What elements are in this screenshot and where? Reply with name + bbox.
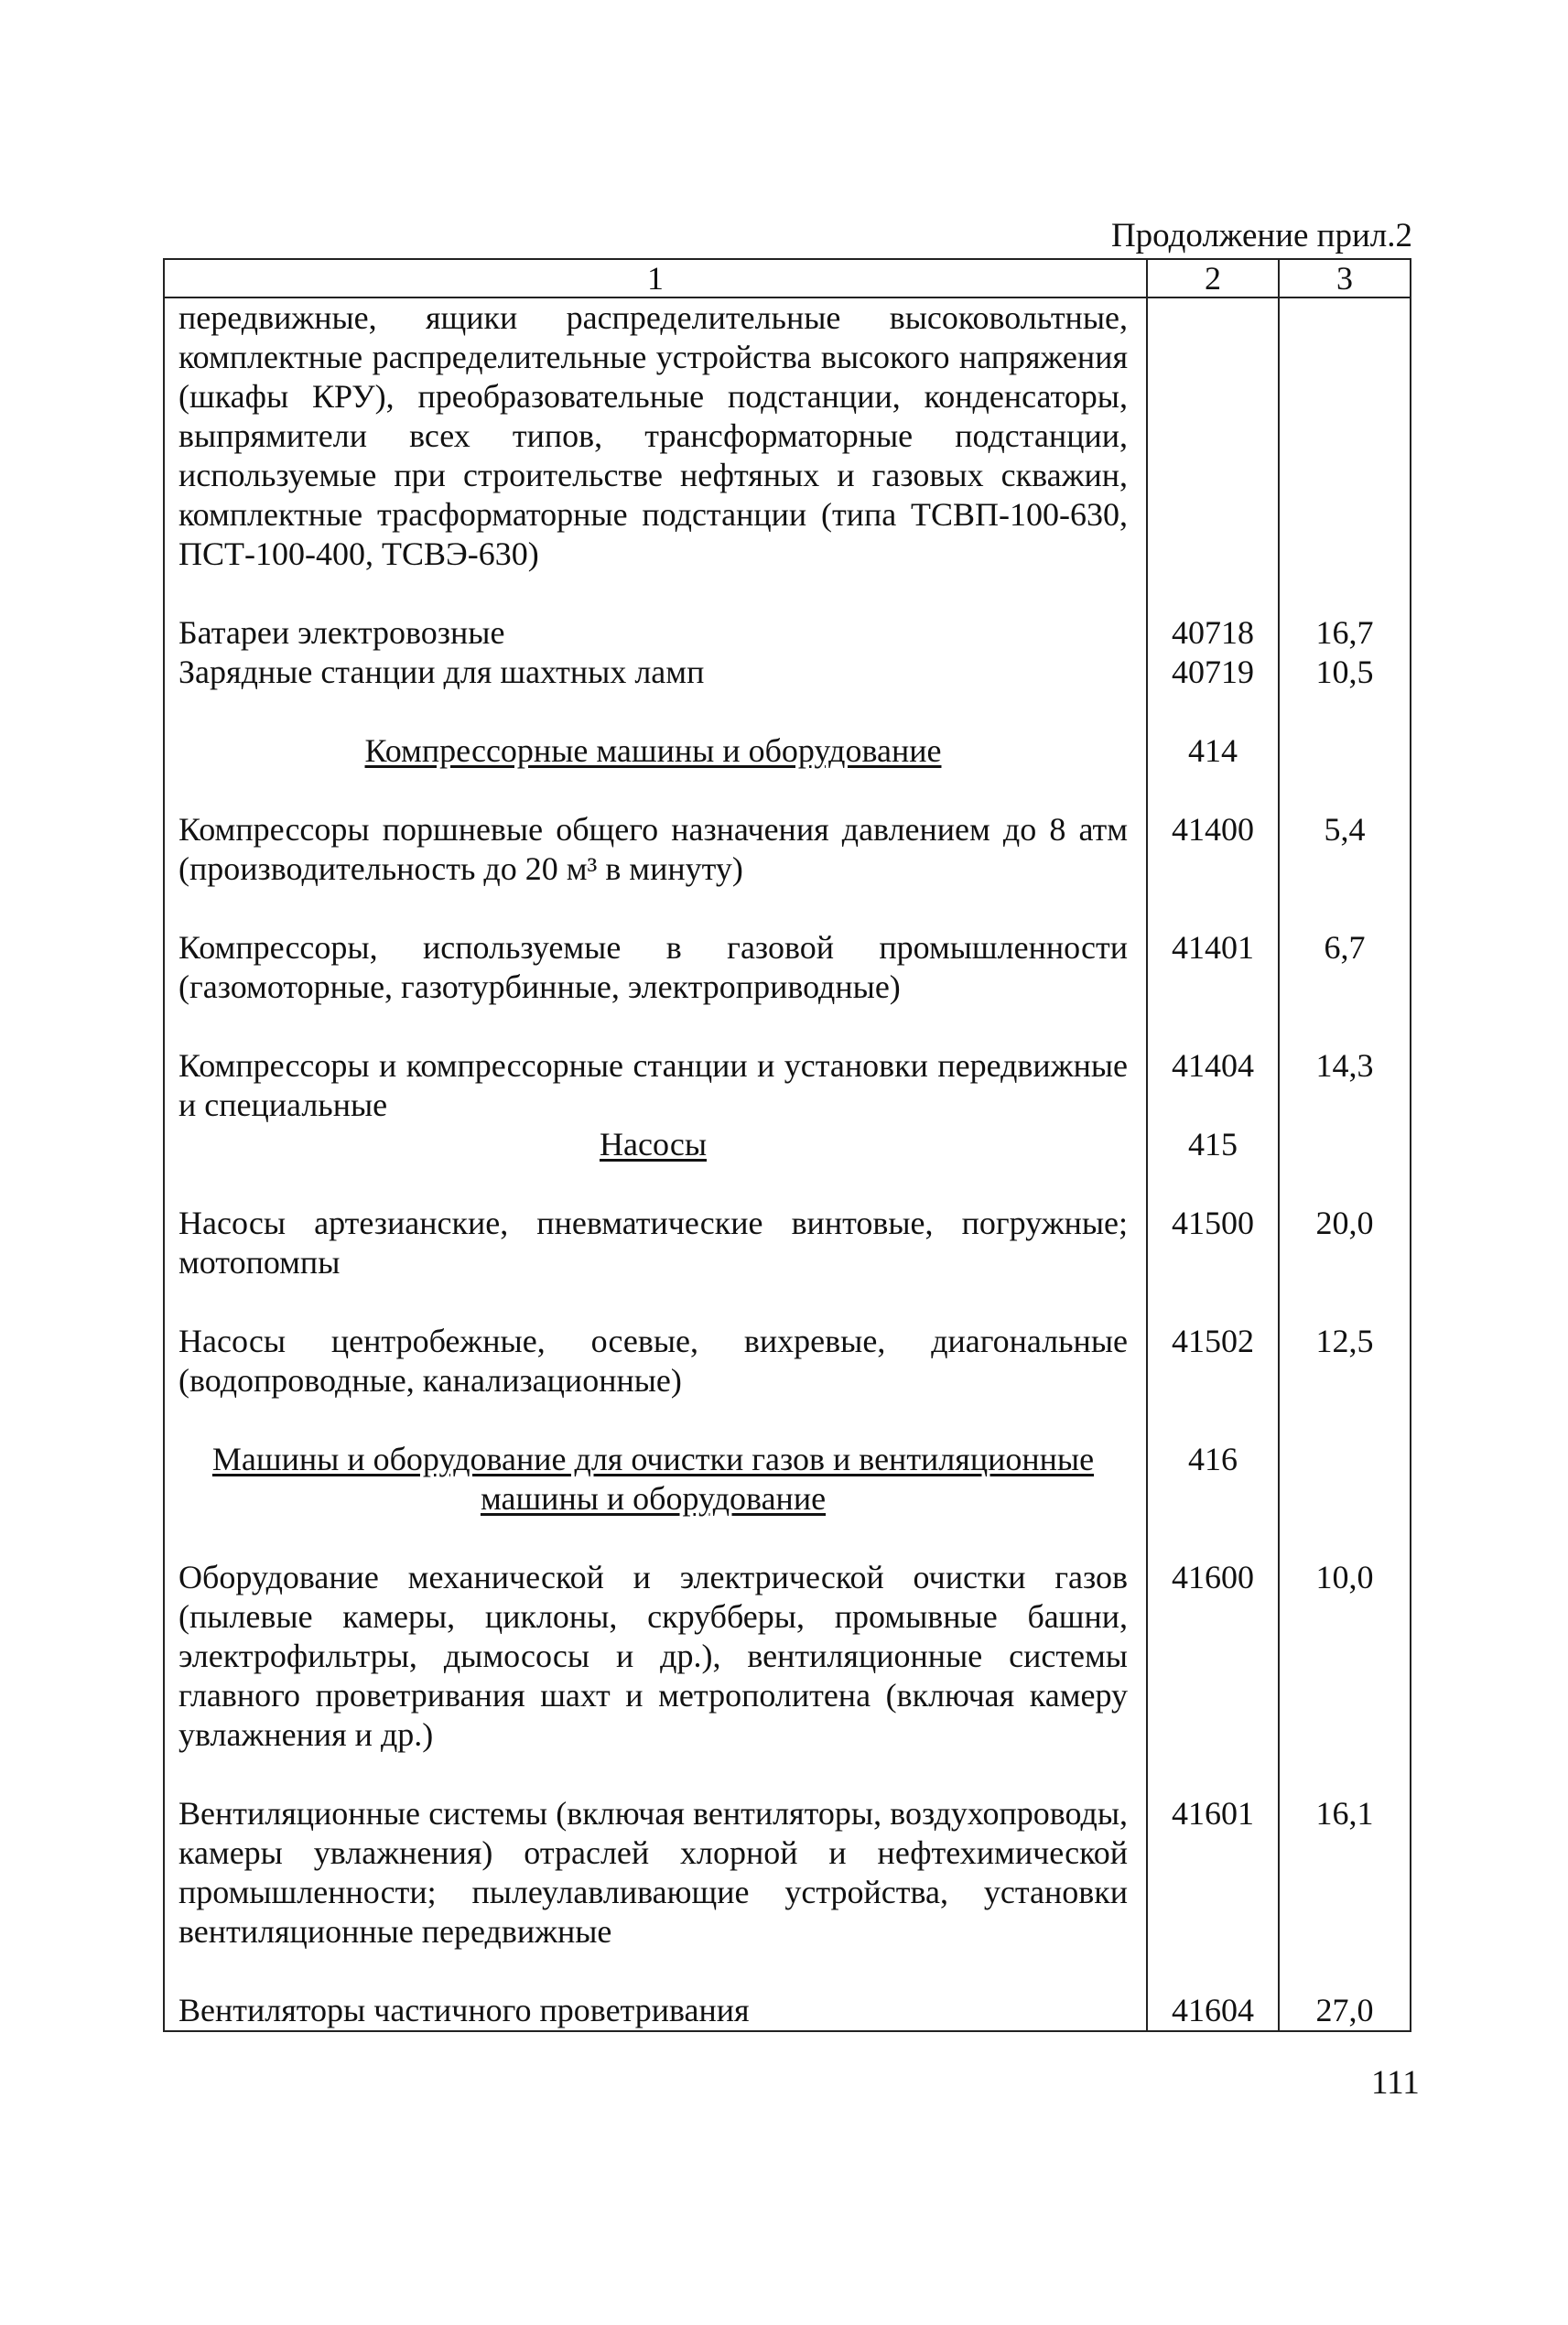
column-header-2: 2 [1147, 259, 1279, 297]
table-row-section-heading [164, 1400, 1411, 1519]
table-row [164, 1164, 1411, 1282]
row-rate: 12,5 [1279, 1282, 1411, 1400]
row-description: Оборудование механической и электрической очистки газов (пылевые камеры, циклоны, скрубберы, промывные башни, электрофильтры, дымососы и др.), вентиляционные системы главного проветривания шахт и метрополитена (включая камеру увлажнения и др.) [164, 1519, 1147, 1755]
table-row [164, 653, 1411, 692]
table-row [164, 1755, 1411, 1952]
section-heading: Машины и оборудование для очистки газов и вентиляционные машины и оборудование [164, 1400, 1147, 1519]
row-description: Батареи электровозные [164, 574, 1147, 653]
row-description: Компрессоры и компрессорные станции и установки передвижные и специальные [164, 1007, 1147, 1125]
row-description: Вентиляторы частичного проветривания [164, 1952, 1147, 2031]
row-rate: 10,5 [1279, 653, 1411, 692]
row-rate [1279, 692, 1411, 771]
row-description: Компрессоры поршневые общего назначения давлением до 8 атм (производительность до 20 м³ в минуту) [164, 771, 1147, 889]
row-code: 41502 [1147, 1282, 1279, 1400]
section-heading: Насосы [164, 1125, 1147, 1164]
table-row [164, 771, 1411, 889]
row-code [1147, 297, 1279, 574]
row-rate [1279, 1125, 1411, 1164]
row-code: 41404 [1147, 1007, 1279, 1125]
row-code: 40718 [1147, 574, 1279, 653]
row-rate [1279, 297, 1411, 574]
row-rate: 16,1 [1279, 1755, 1411, 1952]
row-code: 416 [1147, 1400, 1279, 1519]
table-row [164, 889, 1411, 1007]
row-rate: 10,0 [1279, 1519, 1411, 1755]
row-code: 41600 [1147, 1519, 1279, 1755]
row-rate: 27,0 [1279, 1952, 1411, 2031]
row-description: Компрессоры, используемые в газовой промышленности (газомоторные, газотурбинные, электроприводные) [164, 889, 1147, 1007]
row-description: передвижные, ящики распределительные высоковольтные, комплектные распределительные устройства высокого напряжения (шкафы КРУ), преобразовательные подстанции, конденсаторы, выпрямители всех типов, трансформаторные подстанции, используемые при строительстве нефтяных и газовых скважин, комплектные трасформаторные подстанции (типа ТСВП-100-630, ПСТ-100-400, ТСВЭ-630) [164, 297, 1147, 574]
table-row-section-heading [164, 1125, 1411, 1164]
row-description: Насосы артезианские, пневматические винтовые, погружные; мотопомпы [164, 1164, 1147, 1282]
row-code: 41604 [1147, 1952, 1279, 2031]
page-number: 111 [1371, 2064, 1420, 2102]
row-description: Насосы центробежные, осевые, вихревые, диагональные (водопроводные, канализационные) [164, 1282, 1147, 1400]
depreciation-table [163, 258, 1411, 2032]
row-code: 41400 [1147, 771, 1279, 889]
table-header-row [164, 259, 1411, 297]
row-rate [1279, 1400, 1411, 1519]
row-code: 41601 [1147, 1755, 1279, 1952]
row-description: Вентиляционные системы (включая вентиляторы, воздухопроводы, камеры увлажнения) отраслей хлорной и нефтехимической промышленности; пылеулавливающие устройства, установки вентиляционные передвижные [164, 1755, 1147, 1952]
column-header-1: 1 [164, 259, 1147, 297]
table-row [164, 1282, 1411, 1400]
row-code: 414 [1147, 692, 1279, 771]
table-row [164, 1519, 1411, 1755]
row-rate: 16,7 [1279, 574, 1411, 653]
row-code: 41500 [1147, 1164, 1279, 1282]
row-code: 40719 [1147, 653, 1279, 692]
table-row [164, 574, 1411, 653]
row-rate: 20,0 [1279, 1164, 1411, 1282]
table-row [164, 297, 1411, 574]
table-row [164, 1007, 1411, 1125]
row-rate: 6,7 [1279, 889, 1411, 1007]
continuation-caption: Продолжение прил.2 [1110, 217, 1412, 254]
table-row [164, 1952, 1411, 2031]
section-heading: Компрессорные машины и оборудование [164, 692, 1147, 771]
row-rate: 14,3 [1279, 1007, 1411, 1125]
table-row-section-heading [164, 692, 1411, 771]
row-code: 41401 [1147, 889, 1279, 1007]
column-header-3: 3 [1279, 259, 1411, 297]
row-rate: 5,4 [1279, 771, 1411, 889]
row-code: 415 [1147, 1125, 1279, 1164]
row-description: Зарядные станции для шахтных ламп [164, 653, 1147, 692]
